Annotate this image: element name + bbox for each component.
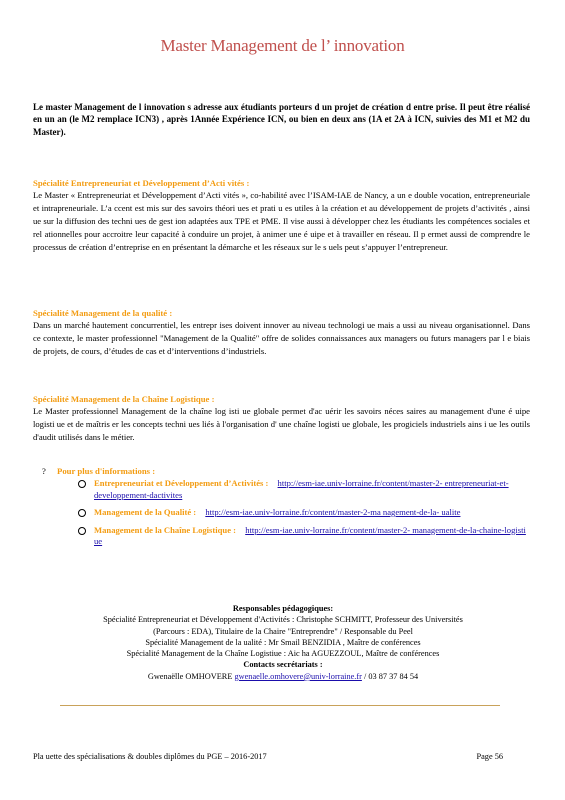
divider bbox=[60, 705, 500, 706]
responsable-line: Spécialité Entrepreneuriat et Développement d'Activités : Christophe SCHMITT, Professeur des Universités bbox=[103, 615, 463, 625]
link-label: Entrepreneuriat et Développement d’Activités : bbox=[94, 478, 269, 488]
section-entrepreneuriat bbox=[33, 177, 530, 254]
section-qualite bbox=[33, 307, 530, 358]
footer-document-title: Pla uette des spécialisations & doubles diplômes du PGE – 2016-2017 bbox=[33, 752, 267, 761]
intro-paragraph: Le master Management de l innovation s adresse aux étudiants porteurs d un projet de création d entre prise. Il peut être réalisé en un an (le M2 remplace ICN3) , après 1Année Expérience ICN, ou bien en deux ans (1A et 2A à ICN, suivies des M1 et M2 du Master). bbox=[33, 102, 530, 137]
link-label: Management de la Chaîne Logistique : bbox=[94, 524, 237, 535]
section-logistique bbox=[33, 393, 530, 444]
section-heading: Spécialité Management de la qualité : bbox=[33, 308, 173, 318]
circle-bullet-icon bbox=[78, 527, 86, 535]
responsables-heading: Responsables pédagogiques: bbox=[232, 604, 334, 613]
section-heading: Spécialité Entrepreneuriat et Développement d’Acti vités : bbox=[33, 178, 250, 188]
responsable-line: Spécialité Management de la Chaîne Logistiue : Aic ha AGUEZZOUL, Maître de conférences bbox=[126, 649, 440, 659]
page-number: Page 56 bbox=[476, 752, 503, 761]
circle-bullet-icon bbox=[78, 509, 86, 517]
contact-name: Gwenaëlle OMHOVERE bbox=[147, 671, 233, 681]
responsables-block bbox=[33, 603, 533, 682]
more-info-label: Pour plus d'informations : bbox=[57, 466, 156, 476]
link-label: Management de la Qualité : bbox=[94, 507, 197, 517]
contacts-heading: Contacts secrétariats : bbox=[243, 660, 323, 670]
contact-phone: / 03 87 37 84 54 bbox=[363, 671, 419, 681]
list-item bbox=[78, 507, 528, 519]
page-footer bbox=[33, 752, 503, 761]
page-title: Master Management de l’ innovation bbox=[160, 36, 405, 55]
link-url[interactable]: http://esm-iae.univ-lorraine.fr/content/master-2- entrepreneuriat-et-developpement-dactivites bbox=[94, 478, 509, 500]
section-body: Dans un marché hautement concurrentiel, les entrepr ises doivent innover au niveau technologi ue mais a ussi au niveau organisationnel. Dans ce contexte, le master professionnel "Management de la Qualité" offre de solides connaissances aux managers ou futurs managers par l e biais de projets, de cours, d’études de cas et d’interventions d’industriels. bbox=[33, 320, 530, 356]
responsable-line: Spécialité Management de la ualité : Mr Smail BENZIDIA , Maître de conférences bbox=[145, 637, 421, 647]
info-links-list bbox=[78, 478, 528, 554]
section-body: Le Master professionnel Management de la chaîne log isti ue globale permet d'ac uérir les savoirs néces saires au management d'une é uipe logisti ue et de maîtris er les concepts techni ues liés à l'organisation d' une chaîne logisti ue globale, les progiciels industriels ains i ue les outils d'audit utilisés dans le métier. bbox=[33, 406, 530, 442]
section-body: Le Master « Entrepreneuriat et Développement d’Acti vités », co-habilité avec l’ISAM-IAE de Nancy, a un e double vocation, entrepreneuriale et intrapreneuriale. L’a ccent est mis sur des savoirs théori ues et prati u es utiles à la création et au développement de projets d’activités , ainsi ue sur la diffusion des techni ues de gest ion adaptées aux TPE et PME. Il vise aussi à développer chez les étudiants les compétences sociales et rel ationnelles pour accroitre leur capacité à conduire un projet, à animer une é uipe et à travailler en réseau. Il p ermet aussi de comprendre le processus de création d’entreprise en en présentant la démarche et les réseaux sur le s uels peut s’appuyer l’entrepreneur. bbox=[33, 190, 530, 252]
responsable-line: (Parcours : EDA), Titulaire de la Chaire "Entreprendre" / Responsable du Peel bbox=[153, 626, 413, 636]
link-url[interactable]: http://esm-iae.univ-lorraine.fr/content/master-2- management-de-la-chaine-logisti ue bbox=[94, 524, 526, 546]
circle-bullet-icon bbox=[78, 480, 86, 488]
list-item bbox=[78, 525, 528, 548]
section-heading: Spécialité Management de la Chaîne Logistique : bbox=[33, 394, 215, 404]
contact-line bbox=[33, 671, 533, 682]
list-item bbox=[78, 478, 528, 501]
question-marker: ? bbox=[42, 466, 46, 476]
more-info-heading bbox=[42, 465, 155, 477]
contact-email-link[interactable]: gwenaelle.omhovere@univ-lorraine.fr bbox=[234, 671, 362, 681]
link-url[interactable]: http://esm-iae.univ-lorraine.fr/content/master-2-ma nagement-de-la- ualite bbox=[205, 507, 461, 517]
